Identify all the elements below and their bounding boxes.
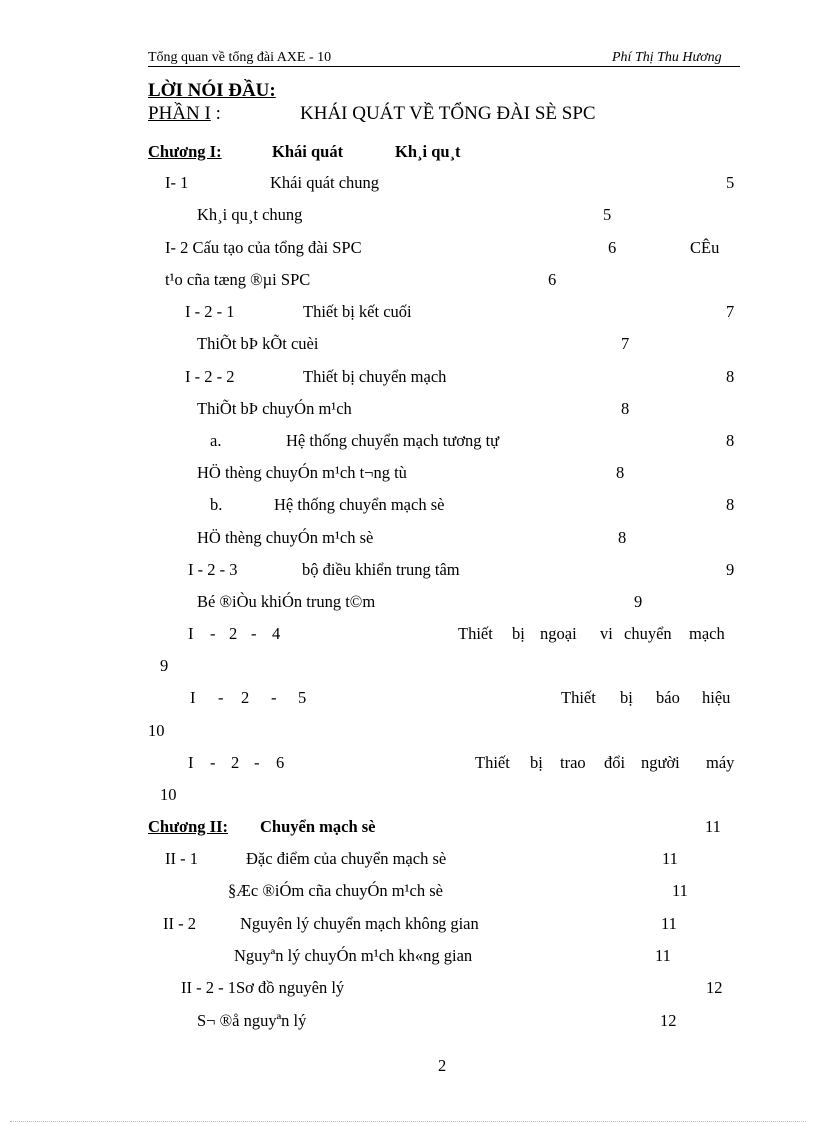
toc-entry-num: II - 1 [165,849,198,868]
toc-entry-word: Thiết [475,753,510,772]
toc-entry-num-4: 6 [276,753,285,772]
toc-entry-page: 11 [655,946,671,965]
chapter-1-title-garbled: Kh¸i qu¸t [395,142,461,161]
toc-entry-title: Hệ thống chuyển mạch sè [274,495,445,514]
toc-entry-word: bị [530,753,543,772]
toc-entry-num-0: I [190,688,196,707]
toc-entry-page: 5 [603,205,612,224]
header-left-text: Tổng quan về tổng đài AXE - 10 [148,50,332,65]
toc-entry-word: hiệu [702,688,731,707]
toc-entry-page: 8 [726,367,735,386]
toc-entry-garbled: CÊu [690,238,720,257]
toc-entry-word: bị [620,688,633,707]
toc-entry-page: 7 [621,334,630,353]
toc-entry-title: §Æc ®iÓm cña chuyÓn m¹ch sè [228,881,443,900]
toc-entry-title: Thiết bị kết cuối [303,302,412,321]
chapter-1-title: Khái quát [272,142,344,161]
toc-entry-page: 8 [726,431,735,450]
toc-entry-word: trao [560,753,586,772]
toc-entry-word: Thiết [458,624,493,643]
page-number: 2 [438,1056,447,1075]
part-heading [148,103,221,125]
toc-entry-num-4: 4 [272,624,281,643]
toc-entry-num: I - 2 - 1 [185,302,235,321]
toc-entry-title: ThiÕt bÞ kÕt cuèi [197,334,319,353]
page-bottom-border [10,1121,806,1122]
header-right-author: Phí Thị Thu Hương [612,50,722,65]
toc-entry-num-1: - [210,753,216,772]
toc-entry-num-4: 5 [298,688,307,707]
toc-entry-page: 11 [662,849,678,868]
toc-entry-word: vi [600,624,613,643]
toc-entry-num-2: 2 [241,688,250,707]
toc-entry-page: 7 [726,302,735,321]
toc-entry-num-1: - [210,624,216,643]
toc-entry-page: 8 [726,495,735,514]
toc-entry-word: báo [656,688,680,707]
toc-entry-title: Đặc điểm của chuyển mạch sè [246,849,447,868]
toc-entry-page: 10 [148,721,165,740]
toc-entry-page: 12 [706,978,723,997]
toc-entry-num: I- 1 [165,173,189,192]
chapter-2-title: Chuyển mạch sè [260,817,376,836]
toc-entry-title: Hệ thống chuyển mạch tương tự [286,431,500,450]
part-separator: : [215,103,221,124]
toc-entry-num-0: I [188,624,194,643]
toc-entry-page: 12 [660,1011,677,1030]
toc-entry-word: bị [512,624,525,643]
toc-entry-word: đổi [604,753,626,772]
header-rule [148,66,740,67]
toc-entry-page: 10 [160,785,177,804]
toc-entry-num-3: - [271,688,277,707]
toc-entry-num-2: 2 [231,753,240,772]
chapter-1-label: Chương I: [148,142,222,161]
toc-entry-num: I - 2 - 2 [185,367,235,386]
toc-entry-num: b. [210,495,223,514]
chapter-2-label: Chương II: [148,817,229,836]
toc-entry-title: ThiÕt bÞ chuyÓn m¹ch [197,399,352,418]
toc-entry-word: chuyển [624,624,672,643]
toc-entry-word: máy [706,753,735,772]
chapter-2-page: 11 [705,817,721,836]
preface-title: LỜI NÓI ĐẦU: [148,80,276,101]
toc-entry-page: 11 [672,881,688,900]
toc-entry-page: 9 [634,592,643,611]
toc-entry-title: bộ điều khiển trung tâm [302,560,460,579]
toc-entry-num-0: I [188,753,194,772]
toc-entry-page: 8 [621,399,630,418]
toc-entry-page: 11 [661,914,677,933]
toc-entry-num-3: - [254,753,260,772]
toc-entry-word: ngoại [540,624,577,643]
toc-entry-title: Bé ®iÒu khiÓn trung t©m [197,592,376,611]
toc-entry-page: 8 [618,528,627,547]
toc-entry-num-1: - [218,688,224,707]
toc-entry-word: Thiết [561,688,596,707]
toc-entry-word: người [641,753,680,772]
toc-entry-page: 9 [726,560,735,579]
toc-entry-title: Kh¸i qu¸t chung [197,205,303,224]
toc-entry-word: mạch [689,624,725,643]
toc-entry-page: 8 [616,463,625,482]
toc-entry-title: I- 2 Cấu tạo của tổng đài SPC [165,238,362,257]
toc-entry-title: Khái quát chung [270,173,380,192]
toc-entry-page: 6 [548,270,557,289]
toc-entry-num: II - 2 [163,914,196,933]
toc-entry-title: II - 2 - 1Sơ đồ nguyên lý [181,978,345,997]
toc-entry-page: 6 [608,238,617,257]
toc-entry-title: Nguyên lý chuyển mạch không gian [240,914,479,933]
toc-entry-title: t¹o cña tæng ®µi SPC [165,270,311,289]
toc-entry-num: I - 2 - 3 [188,560,238,579]
toc-entry-title: HÖ thèng chuyÓn m¹ch t¬ng tù [197,463,407,482]
toc-entry-title: S¬ ®å nguyªn lý [197,1011,307,1030]
toc-entry-title: Thiết bị chuyển mạch [303,367,447,386]
toc-entry-title: Nguyªn lý chuyÓn m¹ch kh«ng gian [234,946,473,965]
toc-entry-page: 9 [160,656,169,675]
part-title: KHÁI QUÁT VỀ TỔNG ĐÀI SÈ SPC [300,103,596,124]
toc-entry-num: a. [210,431,222,450]
toc-entry-num-3: - [251,624,257,643]
toc-entry-num-2: 2 [229,624,238,643]
part-label: PHẦN I [148,103,211,124]
toc-entry-page: 5 [726,173,735,192]
toc-entry-title: HÖ thèng chuyÓn m¹ch sè [197,528,374,547]
